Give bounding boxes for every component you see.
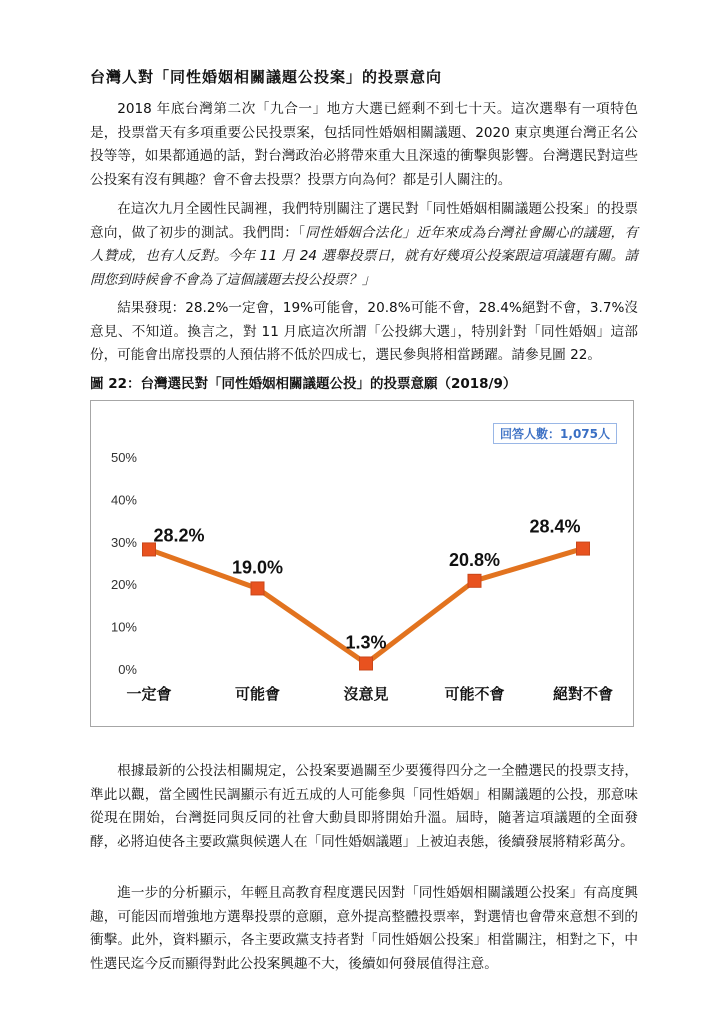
data-label: 28.4% [529,516,581,537]
data-label: 28.2% [153,525,205,546]
data-label: 1.3% [345,632,387,653]
data-point [468,574,481,587]
paragraph-2-question: 同性婚姻合法化」近年來成為台灣社會關心的議題，有人贊成，也有人反對。今年 11 月 24 選舉投票日，就有好幾項公投案跟這項議題有關。請問您到時候會不會為了這個議題去投公投票？」 [90,224,638,288]
data-point [577,542,590,555]
data-point [251,582,264,595]
x-category-label: 可能會 [234,685,281,703]
section-heading: 台灣人對「同性婚姻相關議題公投案」的投票意向 [90,68,443,86]
paragraph-1: 2018 年底台灣第二次「九合一」地方大選已經剩不到七十天。這次選舉有一項特色是，投票當天有多項重要公民投票案，包括同性婚姻相關議題、2020 東京奧運台灣正名公投等等，如果都通過的話，對台灣政治必將帶來重大且深遠的衝擊與影響。台灣選民對這些公投案有沒有興趣？會不會去投票？投票方向為何？都是引人關注的。 [90,101,638,188]
paragraph-5: 進一步的分析顯示，年輕且高教育程度選民因對「同性婚姻相關議題公投案」有高度興趣，可能因而增強地方選舉投票的意願，意外提高整體投票率，對選情也會帶來意想不到的衝擊。此外，資料顯示，各主要政黨支持者對「同性婚姻公投案」相當關注，相對之下，中性選民迄今反而顯得對此公投案興趣不大，後續如何發展值得注意。 [90,885,638,972]
y-tick-label: 20% [110,577,137,593]
x-category-label: 一定會 [126,685,172,703]
x-category-label: 可能不會 [444,685,505,703]
paragraph-2 [90,198,638,292]
figure-caption: 圖 22：台灣選民對「同性婚姻相關議題公投」的投票意願（2018/9） [90,376,517,392]
y-tick-label: 10% [110,619,137,635]
x-category-label: 沒意見 [343,685,389,703]
paragraph-2-intro: 在這次九月全國性民調裡，我們特別關注了選民對「同性婚姻相關議題公投案」的投票意向，做了初步的測試。我們問：「 [90,201,638,241]
x-category-label: 絕對不會 [552,685,614,703]
data-point [360,657,373,670]
line-chart [91,401,633,726]
y-tick-label: 30% [110,534,137,550]
paragraph-4: 根據最新的公投法相關規定，公投案要過關至少要獲得四分之一全體選民的投票支持，準此以觀，當全國性民調顯示有近五成的人可能參與「同性婚姻」相關議題的公投，那意味從現在開始，台灣挺同與反同的社會大動員即將開始升溫。屆時，隨著這項議題的全面發酵，必將迫使各主要政黨與候選人在「同性婚姻議題」上被迫表態，後續發展將精彩萬分。 [90,763,638,850]
chart-frame [90,400,634,727]
paragraph-3: 結果發現：28.2%一定會，19%可能會，20.8%可能不會，28.4%絕對不會，3.7%沒意見、不知道。換言之，對 11 月底這次所謂「公投綁大選」，特別針對「同性婚姻」這部份，可能會出席投票的人預估將不低於四成七，選民參與將相當踴躍。請參見圖 22。 [90,300,638,363]
data-label: 20.8% [448,549,501,570]
respondent-count: 回答人數：1,075人 [493,423,617,444]
y-tick-label: 0% [118,662,137,677]
y-tick-label: 40% [110,492,137,508]
data-label: 19.0% [231,557,284,578]
y-tick-label: 50% [110,450,137,465]
